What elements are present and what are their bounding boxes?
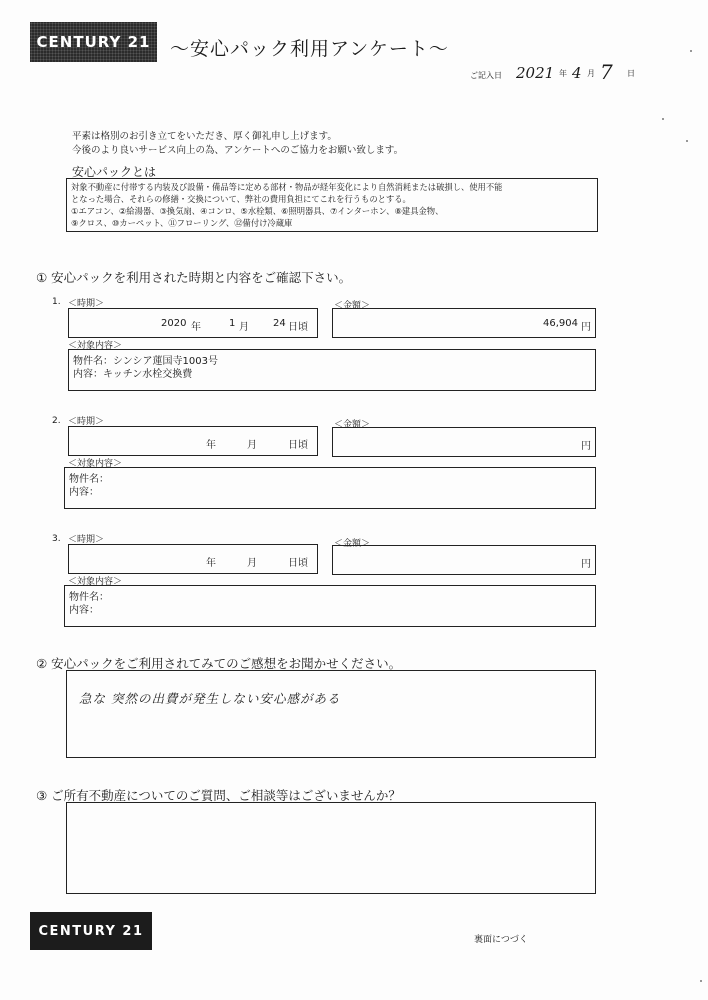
entry-3-content-item-label: 内容：: [69, 605, 99, 616]
entry-1-amount-label: ＜金額＞: [334, 301, 371, 311]
entry-2-month-unit: 月: [247, 440, 257, 451]
q2-answer-text: 急な 突然の出費が発生しない安心感がある: [79, 691, 341, 706]
entry-2-content-row: [69, 483, 99, 498]
date-day-unit: 日: [627, 69, 635, 78]
entry-3-amount-label: ＜金額＞: [334, 539, 371, 549]
entry-1-content-field[interactable]: [68, 349, 596, 391]
scan-speck: [662, 118, 664, 120]
entry-3-month-unit: 月: [247, 558, 257, 569]
entry-3-content-label: ＜対象内容＞: [68, 577, 123, 587]
entry-1-yen: 円: [581, 322, 591, 333]
entry-2-number: 2.: [52, 416, 61, 426]
q3-answer-box[interactable]: [66, 802, 596, 894]
scan-speck: [686, 140, 688, 142]
date-year-unit: 年: [559, 69, 567, 78]
entry-1-year: 2020: [161, 318, 187, 329]
entry-2-day-unit: 日頃: [288, 440, 308, 451]
scan-speck: [700, 980, 702, 982]
about-heading: 安心パックとは: [72, 165, 157, 179]
about-line-4: ⑨クロス、⑩カーペット、⑪フローリング、⑫備付け冷蔵庫: [71, 218, 293, 228]
about-line-3: ①エアコン、②給湯器、③換気扇、④コンロ、⑤水栓類、⑥照明器具、⑦インターホン、⑧建具金物、: [71, 206, 444, 216]
entry-1-amount-value: 46,904: [543, 318, 578, 329]
entry-1-property-value: シンシア蓮国寺1003号: [113, 356, 218, 367]
entry-3-day-unit: 日頃: [288, 558, 308, 569]
entry-3-yen: 円: [581, 559, 591, 570]
entry-2-year-unit: 年: [206, 440, 216, 451]
entry-2-yen: 円: [581, 441, 591, 452]
entry-1-month-unit: 月: [239, 322, 249, 333]
q1-heading: ① 安心パックを利用された時期と内容をご確認下さい。: [36, 270, 352, 285]
entry-3-property-label: 物件名：: [69, 592, 109, 603]
entry-3-period-field[interactable]: [68, 544, 318, 574]
q3-heading: ③ ご所有不動産についてのご質問、ご相談等はございませんか？: [36, 788, 401, 803]
scan-speck: [690, 50, 692, 52]
entry-1-year-unit: 年: [191, 322, 201, 333]
date-month: 4: [572, 64, 582, 82]
entry-1-number: 1.: [52, 297, 61, 307]
entry-3-period-label: ＜時期＞: [68, 535, 105, 545]
entry-2-period-field[interactable]: [68, 426, 318, 456]
date-day: 7: [600, 60, 613, 84]
entry-1-period-label: ＜時期＞: [68, 299, 105, 309]
entry-1-day: 24: [273, 318, 286, 329]
entry-1-content-label: ＜対象内容＞: [68, 341, 123, 351]
date-month-unit: 月: [587, 69, 595, 78]
entry-3-amount-field[interactable]: [332, 545, 596, 575]
q2-answer-box[interactable]: [66, 670, 596, 758]
entry-1-content-value: キッチン水栓交換費: [103, 369, 193, 380]
century21-logo: CENTURY 21: [30, 22, 157, 62]
entry-2-amount-field[interactable]: [332, 427, 596, 457]
entry-1-property-label: 物件名：: [73, 356, 113, 367]
date-year: 2021: [516, 64, 555, 82]
entry-2-property-label: 物件名：: [69, 474, 109, 485]
about-line-1: 対象不動産に付帯する内装及び設備・備品等に定める部材・物品が経年変化により自然消耗または破損し、使用不能: [71, 182, 503, 192]
entry-2-period-label: ＜時期＞: [68, 417, 105, 427]
entry-3-content-row: [69, 601, 99, 616]
about-line-2: となった場合、それらの修繕・交換について、弊社の費用負担にてこれを行うものとする。: [71, 194, 411, 204]
intro-line-1: 平素は格別のお引き立てをいただき、厚く御礼申し上げます。: [72, 131, 337, 142]
entry-1-content-item-label: 内容：: [73, 369, 103, 380]
entry-1-content-row: [73, 365, 192, 380]
entry-2-content-item-label: 内容：: [69, 487, 99, 498]
entry-2-content-field[interactable]: [64, 467, 596, 509]
entry-2-amount-label: ＜金額＞: [334, 420, 371, 430]
century21-footer-logo: CENTURY 21: [30, 912, 152, 950]
q2-heading: ② 安心パックをご利用されてみてのご感想をお聞かせください。: [36, 656, 402, 671]
entry-2-content-label: ＜対象内容＞: [68, 459, 123, 469]
continued-on-back-note: 裏面につづく: [474, 935, 528, 945]
entry-1-amount-field[interactable]: [332, 308, 596, 338]
document-title: ～安心パック利用アンケート～: [170, 38, 449, 60]
intro-line-2: 今後のより良いサービス向上の為、アンケートへのご協力をお願い致します。: [72, 145, 404, 156]
entry-1-day-unit: 日頃: [288, 322, 308, 333]
about-definition-box: [66, 178, 598, 232]
entry-3-number: 3.: [52, 534, 61, 544]
entry-1-period-field[interactable]: [68, 308, 318, 338]
entry-3-year-unit: 年: [206, 558, 216, 569]
date-label: ご記入日: [470, 71, 502, 80]
entry-1-month: 1: [229, 318, 236, 329]
entry-3-content-field[interactable]: [64, 585, 596, 627]
